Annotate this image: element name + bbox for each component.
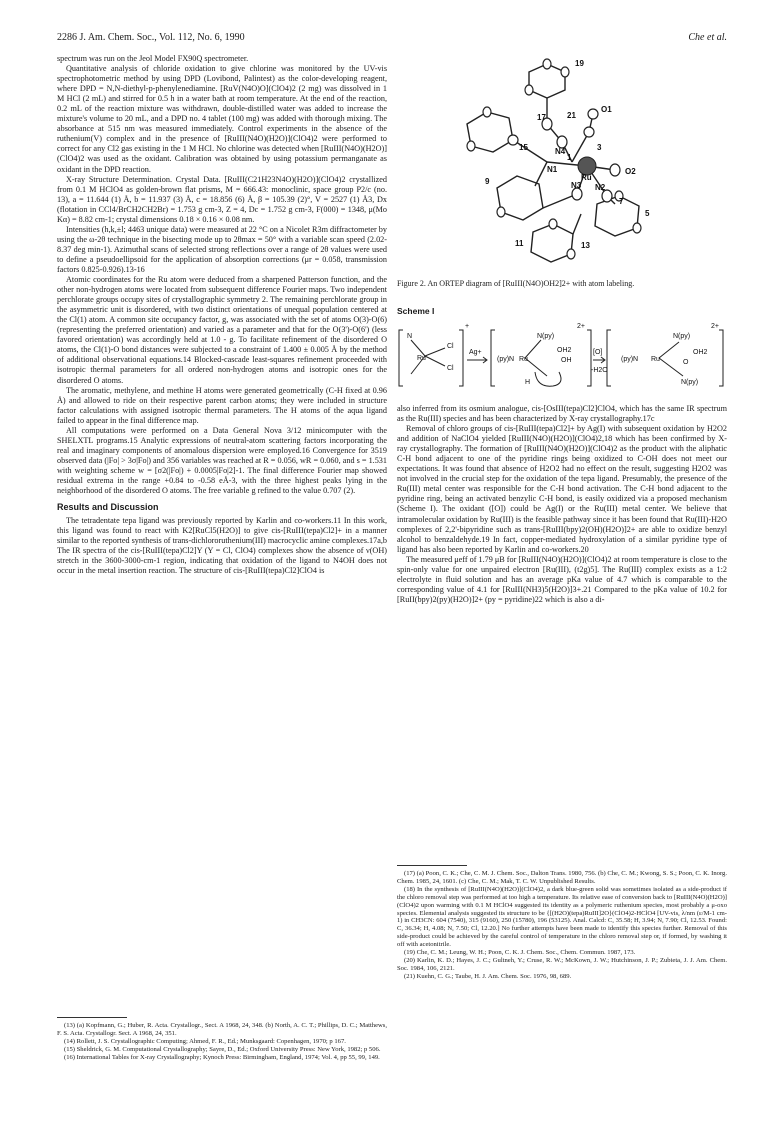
- reference: (14) Rollett, J. S. Crystallographic Computing; Ahmed, F. R., Ed.; Munksgaard: Copenhagen, 1970; p 167.: [64, 1037, 346, 1045]
- atom-label: O2: [625, 167, 636, 176]
- footnotes-left: [57, 1017, 387, 1062]
- page-header: [57, 32, 727, 46]
- scheme-label: Ru: [417, 355, 426, 362]
- atom-label: 7: [619, 197, 624, 206]
- paragraph: spectrum was run on the Jeol Model FX90Q spectrometer.: [57, 54, 249, 63]
- scheme-label: N(py): [681, 379, 699, 386]
- reaction-scheme: [397, 320, 727, 398]
- atom-label: 9: [485, 177, 490, 186]
- scheme-label: O: [683, 359, 689, 366]
- scheme-charge: 2+: [577, 323, 585, 330]
- scheme-label: OH2: [693, 349, 708, 356]
- running-head-right: Che et al.: [688, 32, 727, 43]
- footnote-rule: [57, 1017, 127, 1018]
- atom-label: O1: [601, 105, 612, 114]
- ortep-diagram: [397, 54, 727, 274]
- atom-label: N4: [555, 147, 566, 156]
- scheme-label: Cl: [447, 343, 454, 350]
- paragraph: Quantitative analysis of chloride oxidation to give chlorine was monitored by the UV-vis spectrophotometric method by using DPD (Lovibond, Palintest) as the color-developing reagent, where DPD = N,N-diethyl-p-phenylenediamine. [RuV(N4O)O](ClO4)2 (2 mg) was dissolved in 1 M HCl (2 mL) and stirred for 0.5 h in a water bath at room temperature. At the end of the reaction, 0.2 mL of the reaction mixture was withdrawn, double-distilled water was added to increase the mixture's volume to 20 mL, and a DPD no. 4 tablet (100 mg) was added with thorough mixing. The absorbance at 515 nm was measured immediately. Control experiments in the absence of the ruthenium(V) complex and in the presence of [RuIII(N4O)(H2O)](ClO4)2 were performed to correct for any Cl2 gas existing in the 1 M HCl. No chlorine was detected when [RuIII(N4O)(H2O)](ClO4)2 was used as the oxidant. Calibration was obtained by using potassium permanganate as oxidant in the DPD reaction.: [57, 64, 387, 174]
- atom-label: 5: [645, 209, 650, 218]
- figure-caption: Figure 2. An ORTEP diagram of [RuIII(N4O)OH2]2+ with atom labeling.: [397, 279, 635, 288]
- atom-label: 13: [581, 241, 590, 250]
- scheme-label: (py)N: [497, 356, 515, 363]
- scheme-charge: +: [465, 323, 470, 330]
- reference: (20) Karlin, K. D.; Hayes, J. C.; Gultneh, Y.; Cruse, R. W.; McKown, J. W.; Hutchinson, J. P.; Zubieta, J. J. Am. Chem. Soc. 1984, 106, 2121.: [397, 956, 727, 972]
- scheme-reagent: -H2O: [591, 367, 608, 374]
- reference: (19) Che, C. M.; Leung, W. H.; Poon, C. K. J. Chem. Soc., Chem. Commun. 1987, 173.: [404, 949, 636, 957]
- scheme-label: OH: [561, 357, 572, 364]
- reference: (21) Kuehn, C. G.; Taube, H. J. Am. Chem. Soc. 1976, 98, 689.: [404, 972, 572, 980]
- reference: (15) Sheldrick, G. M. Computational Crystallography; Sayre, D., Ed.; Oxford University Press: New York, 1982; p 506.: [64, 1045, 381, 1053]
- paragraph: also inferred from its osmium analogue, cis-[OsIII(tepa)Cl2]ClO4, which has the same IR spectrum as the Ru(III) species and has been characterized by X-ray crystallography.17c: [397, 404, 727, 424]
- paragraph: All computations were performed on a Data General Nova 3/12 minicomputer with the SHELXTL programs.15 Analytic expressions of neutral-atom scattering factors incorporating the real and imaginary components of anomalous dispersion were employed.16 Convergence for 3519 observed data (|Fo| > 3σ|Fo|) and 356 variables was reached at R = 0.056, wR = 0.060, and s = 1.531 with weighting scheme w = [σ2(|Fo|) + 0.0005|Fo|2]-1. The final difference Fourier map showed residual extrema in the range +0.84 to -0.58 eÅ-3, with the three highest peaks lying in the neighborhood of the disordered O atoms. The free variable g refined to the value 0.707 (2).: [57, 425, 387, 496]
- atom-label: 21: [567, 111, 576, 120]
- paragraph: X-ray Structure Determination. Crystal Data. [RuIII(C21H23N4O)(H2O)](ClO4)2 crystallized from 0.1 M HClO4 as golden-brown flat prisms, M = 666.43: monoclinic, space group P2/c (no. 13), a = 11.644 (1) Å, b = 11.937 (3) Å, c = 18.856 (6) Å, β = 105.39 (2)°, V = 2527 (1) Å3, Dx (flotation in CCl4/BrCH2CH2Br) = 1.753 g cm-3, Z = 4, Dc = 1.752 g cm-3, F(000) = 1348, μ(Mo Kα) = 8.82 cm-1; crystal dimensions 0.18 × 0.16 × 0.08 nm.: [57, 174, 387, 224]
- atom-label: 11: [515, 239, 524, 248]
- atom-label: 15: [519, 143, 528, 152]
- scheme-label: N(py): [537, 333, 555, 340]
- footnotes-right: [397, 865, 727, 981]
- running-head-left: 2286 J. Am. Chem. Soc., Vol. 112, No. 6, 1990: [57, 32, 245, 43]
- paragraph: The tetradentate tepa ligand was previously reported by Karlin and co-workers.11 In this work, this ligand was found to react with K2[RuCl5(H2O)] to give cis-[RuIII(tepa)Cl2]+ in a manner similar to the reported synthesis of trans-dichlororuthenium(III) macrocyclic amine complexes.17a,b The IR spectra of the cis-[RuIII(tepa)Cl2]Y (Y = Cl, ClO4) complexes show the absence of ν(OH) stretch in the 3600-3000-cm-1 region, indicating that oxidation of the ligand to N4OH does not occur in the metal insertion reaction. The structure of cis-[RuIII(tepa)Cl2]ClO4 is: [57, 516, 387, 576]
- scheme-label: N: [407, 333, 413, 340]
- reference: (18) In the synthesis of [RuIII(N4O)(H2O)](ClO4)2, a dark blue-green solid was sometimes isolated as a side-product if the chloro removal step was performed at too high a temperature. Its relative ease of conversion back to [RuIII(N4O)(H2O)](ClO4)2 upon warming with 0.1 M HClO4 suggested its identity as a polymeric ruthenium species, most probably a μ-oxo species. Elemental analysis suggested its structure to be {[(H2O)(tepa)RuIII]2O}(ClO4)2-HClO4 [UV-vis, λ/nm (ε/M-1 cm-1) in CH3CN: 604 (7540), 315 (9160), 250 (15780), 196 (53125). Anal. Calcd: C, 35.58; H, 3.94; N, 7.90; Cl, 12.53. Found: C, 36.34; H, 4.08; N, 7.50; Cl, 12.20.] No further attempts have been made to identify this species further. Removal of this side-product could be achieved by the careful control of temperature in the chloro removal step or, if formed, by washing it off with acetonitrile.: [397, 885, 727, 949]
- paragraph: The measured μeff of 1.79 μB for [RuIII(N4O)(H2O)](ClO4)2 at room temperature is close to the spin-only value for one unpaired electron [Ru(III), (t2g)5]. The Ru(III) complex exists as a 1:2 electrolyte in fluid solution and has an average pKa value of 4.7 which is comparable to the corresponding value of 4.1 for [RuIII(NH3)5(H2O)]3+.21 Compared to the pKa value of 10.2 for [RuII(bpy)2(py)(H2O)]2+ (py = pyridine)22 which is also a di-: [397, 554, 727, 604]
- scheme-label: Ru: [651, 356, 660, 363]
- scheme-label: (py)N: [621, 356, 639, 363]
- atom-label: 19: [575, 59, 584, 68]
- scheme-reagent: Ag+: [469, 349, 482, 356]
- scheme-title: Scheme I: [397, 306, 435, 316]
- reference: (17) (a) Poon, C. K.; Che, C. M. J. Chem. Soc., Dalton Trans. 1980, 756. (b) Che, C. M.; Kwong, S. S.; Poon, C. K. Inorg. Chem. 1985, 24, 1601. (c) Che, C. M.; Mak, T. C. W. Unpublished Results.: [397, 870, 727, 885]
- atom-label: 17: [537, 113, 546, 122]
- scheme-charge: 2+: [711, 323, 719, 330]
- scheme-label: N(py): [673, 333, 691, 340]
- ortep-figure: [397, 54, 727, 274]
- atom-label: Ru: [581, 173, 592, 182]
- scheme-diagram: [397, 320, 727, 398]
- paragraph: Atomic coordinates for the Ru atom were deduced from a sharpened Patterson function, and the other non-hydrogen atoms were located from subsequent difference Fourier maps. Two independent perchlorate groups occupy sites of crystallographic symmetry 2. The remaining perchlorate group in the asymmetric unit is disordered, with two distinct orientations of unequal population centered at the Cl(1) atom. A common site occupancy factor, g, was associated with the set of atoms O(3)-O(6) (representing the preferred orientation) and varied as a parameter and that for the O(3')-O(6') (less favored orientation) was accordingly held at 1.0 - g. To facilitate refinement of the disordered O atoms, the Cl(1)-O bond distances were subjected to a constraint of 1.400 ± 0.005 Å by the method of additional observational equations.14 Blocked-cascade least-squares refinement proceeded with isotropic thermal parameters for all ordered non-hydrogen atoms and isotropic ones for the disordered O atoms.: [57, 275, 387, 385]
- atom-label: N2: [595, 183, 606, 192]
- reference: (13) (a) Kopfmann, G.; Huber, R. Acta. Crystallogr., Sect. A 1968, 24, 348. (b) North, A. C. T.; Phillips, D. C.; Matthews, F. S. Acta. Crystallogr. Sect. A 1968, 24, 351.: [57, 1022, 387, 1037]
- atom-label: 1: [567, 153, 572, 162]
- footnote-rule: [397, 865, 467, 866]
- scheme-label: Ru: [519, 356, 528, 363]
- atom-label: N3: [571, 181, 582, 190]
- paragraph: The aromatic, methylene, and methine H atoms were generated geometrically (C-H fixed at 0.96 Å) and allowed to ride on their respective parent carbon atoms; they were included in structure factor calculations with assigned isotropic thermal parameters. The H atoms of the aqua ligand failed to appear in the final difference map.: [57, 385, 387, 425]
- section-heading: Results and Discussion: [57, 502, 159, 513]
- scheme-label: Cl: [447, 365, 454, 372]
- paragraph: Intensities (h,k,±l; 4463 unique data) were measured at 22 °C on a Nicolet R3m diffractometer by using the ω-2θ technique in the bisecting mode up to 2θmax = 50° with a variable scan speed (2.02-8.37 deg min-1). Azimuthal scans of selected strong reflections over a range of 2θ values were used to define a pseudoellipsoid for the application of absorption corrections (μr = 0.058, transmission factors 0.825-0.926).13-16: [57, 224, 387, 274]
- scheme-label: OH2: [557, 347, 572, 354]
- paragraph: Removal of chloro groups of cis-[RuIII(tepa)Cl2]+ by Ag(I) with subsequent oxidation by H2O2 and addition of NaClO4 yielded [RuIII(N4O)(H2O)](ClO4)2,18 which has been confirmed by X-ray crystallography. The formation of [RuIII(N4O)(H2O)](ClO4)2 as the product with the aliphatic C-H bond adjacent to one of the pyridine rings being oxidized to C-OH does not meet our expectations. It was found that absence of H2O2 had no effect on the result, suggesting H2O2 was not involved in the crucial step for the oxidation of the tepa ligand. Presumably, the presence of the Ru(III) metal center was responsible for the C-H bond activation. The C-H bond adjacent to the pyridine ring, being an activated benzylic C-H bond, is easily oxidized via a proposed mechanism (Scheme I). The oxidant ([O]) could be Ag(I) or the Ru(III) metal center. We believe that intramolecular oxidation by Ru(III) is the feasible pathway since it has been found that Ru(III)-H2O complexes of 2,2'-bipyridine such as trans-[RuIII(bpy)2(OH)(H2O)]2+ are able to oxidize benzyl alcohol to benzaldehyde.19 In fact, copper-mediated hydroxylation of a similar pyridine type of ligand has also been reported by Karlin and co-workers.20: [397, 424, 727, 554]
- reference: (16) International Tables for X-ray Crystallography; Kynoch Press: Birmingham, England, 1974; Vol. 4, pp 55, 99, 149.: [64, 1053, 380, 1061]
- atom-label: N1: [547, 165, 558, 174]
- scheme-label: H: [525, 379, 531, 386]
- right-column: [397, 404, 727, 605]
- scheme-reagent: [O]: [593, 349, 603, 356]
- atom-label: 3: [597, 143, 602, 152]
- left-column: [57, 54, 387, 576]
